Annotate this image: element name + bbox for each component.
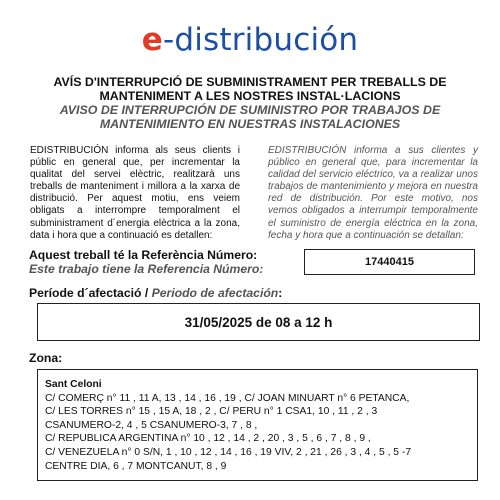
- zone-label: Zona:: [29, 351, 63, 365]
- edistribucion-logo: [0, 22, 500, 58]
- period-label-ca: Període d´afectació /: [29, 286, 149, 300]
- reference-number-box: [304, 249, 475, 275]
- zone-street-line: C/ LES TORRES n° 15 , 15 A, 18 , 2 , C/ PERU n° 1 CSA1, 10 , 11 , 2 , 3: [45, 406, 378, 418]
- period-label: [29, 286, 282, 300]
- period-value-box: [37, 303, 480, 341]
- zone-box: [37, 369, 478, 481]
- notice-title-ca: AVÍS D'INTERRUPCIÓ DE SUBMINISTRAMENT PER TREBALLS DE MANTENIMENT A LES NOSTRES INSTAL·LACIONS: [53, 75, 447, 103]
- zone-street-line: C/ COMERÇ n° 11 , 11 A, 13 , 14 , 16 , 19 , C/ JOAN MINUART n° 6 PETANCA,: [45, 392, 410, 404]
- zone-city: Sant Celoni: [45, 379, 102, 390]
- period-value: 31/05/2025 de 08 a 12 h: [184, 314, 333, 330]
- zone-street-line: C/ REPUBLICA ARGENTINA n° 10 , 12 , 14 , 2 , 20 , 3 , 5 , 6 , 7 , 8 , 9 ,: [45, 433, 371, 445]
- reference-label-es: Este trabajo tiene la Referencia Número:: [29, 262, 264, 276]
- zone-street-line: C/ VENEZUELA n° 0 S/N, 1 , 10 , 12 , 14 , 16 , 19 VIV, 2 , 21 , 26 , 3 , 4 , 5 , 5 -7: [45, 446, 412, 458]
- zone-street-line: CENTRE DIA, 6 , 7 MONTCANUT, 8 , 9: [45, 460, 227, 472]
- period-label-colon: :: [278, 286, 283, 300]
- period-label-es: Periodo de afectación: [148, 286, 279, 300]
- logo-e-mark: e: [141, 22, 163, 58]
- intro-text-ca: EDISTRIBUCIÓN informa als seus clients i públic en general que, per incrementar la qualitat del servei elèctric, realitzarà uns treballs de manteniment i millora a la xarxa de distribució. Per aquest motiu, ens veiem obligats a interrompre temporalment el subministrament d´energia elèctrica a la zona, data i hora que a continuació es detallen:: [30, 145, 240, 241]
- notice-title-es: AVISO DE INTERRUPCIÓN DE SUMINISTRO POR TRABAJOS DE MANTENIMIENTO EN NUESTRAS INSTALACIONES: [59, 103, 441, 131]
- zone-street-line: CSANUMERO-2, 4 , 5 CSANUMERO-3, 7 , 8 ,: [45, 419, 258, 431]
- reference-label-ca: Aquest treball té la Referència Número:: [29, 248, 258, 262]
- reference-number: 17440415: [365, 256, 414, 268]
- intro-text-es: EDISTRIBUCIÓN informa a sus clientes y público en general que, para incrementar la calidad del servicio eléctrico, va a realizar unos trabajos de mantenimiento y mejora en nuestra red de distribución. Por este motivo, nos vemos obligados a interrumpir temporalmente el suministro de energía eléctrica en la zona, fecha y hora que a continuación se detallan:: [268, 145, 478, 241]
- logo-wordmark: -distribución: [162, 22, 359, 58]
